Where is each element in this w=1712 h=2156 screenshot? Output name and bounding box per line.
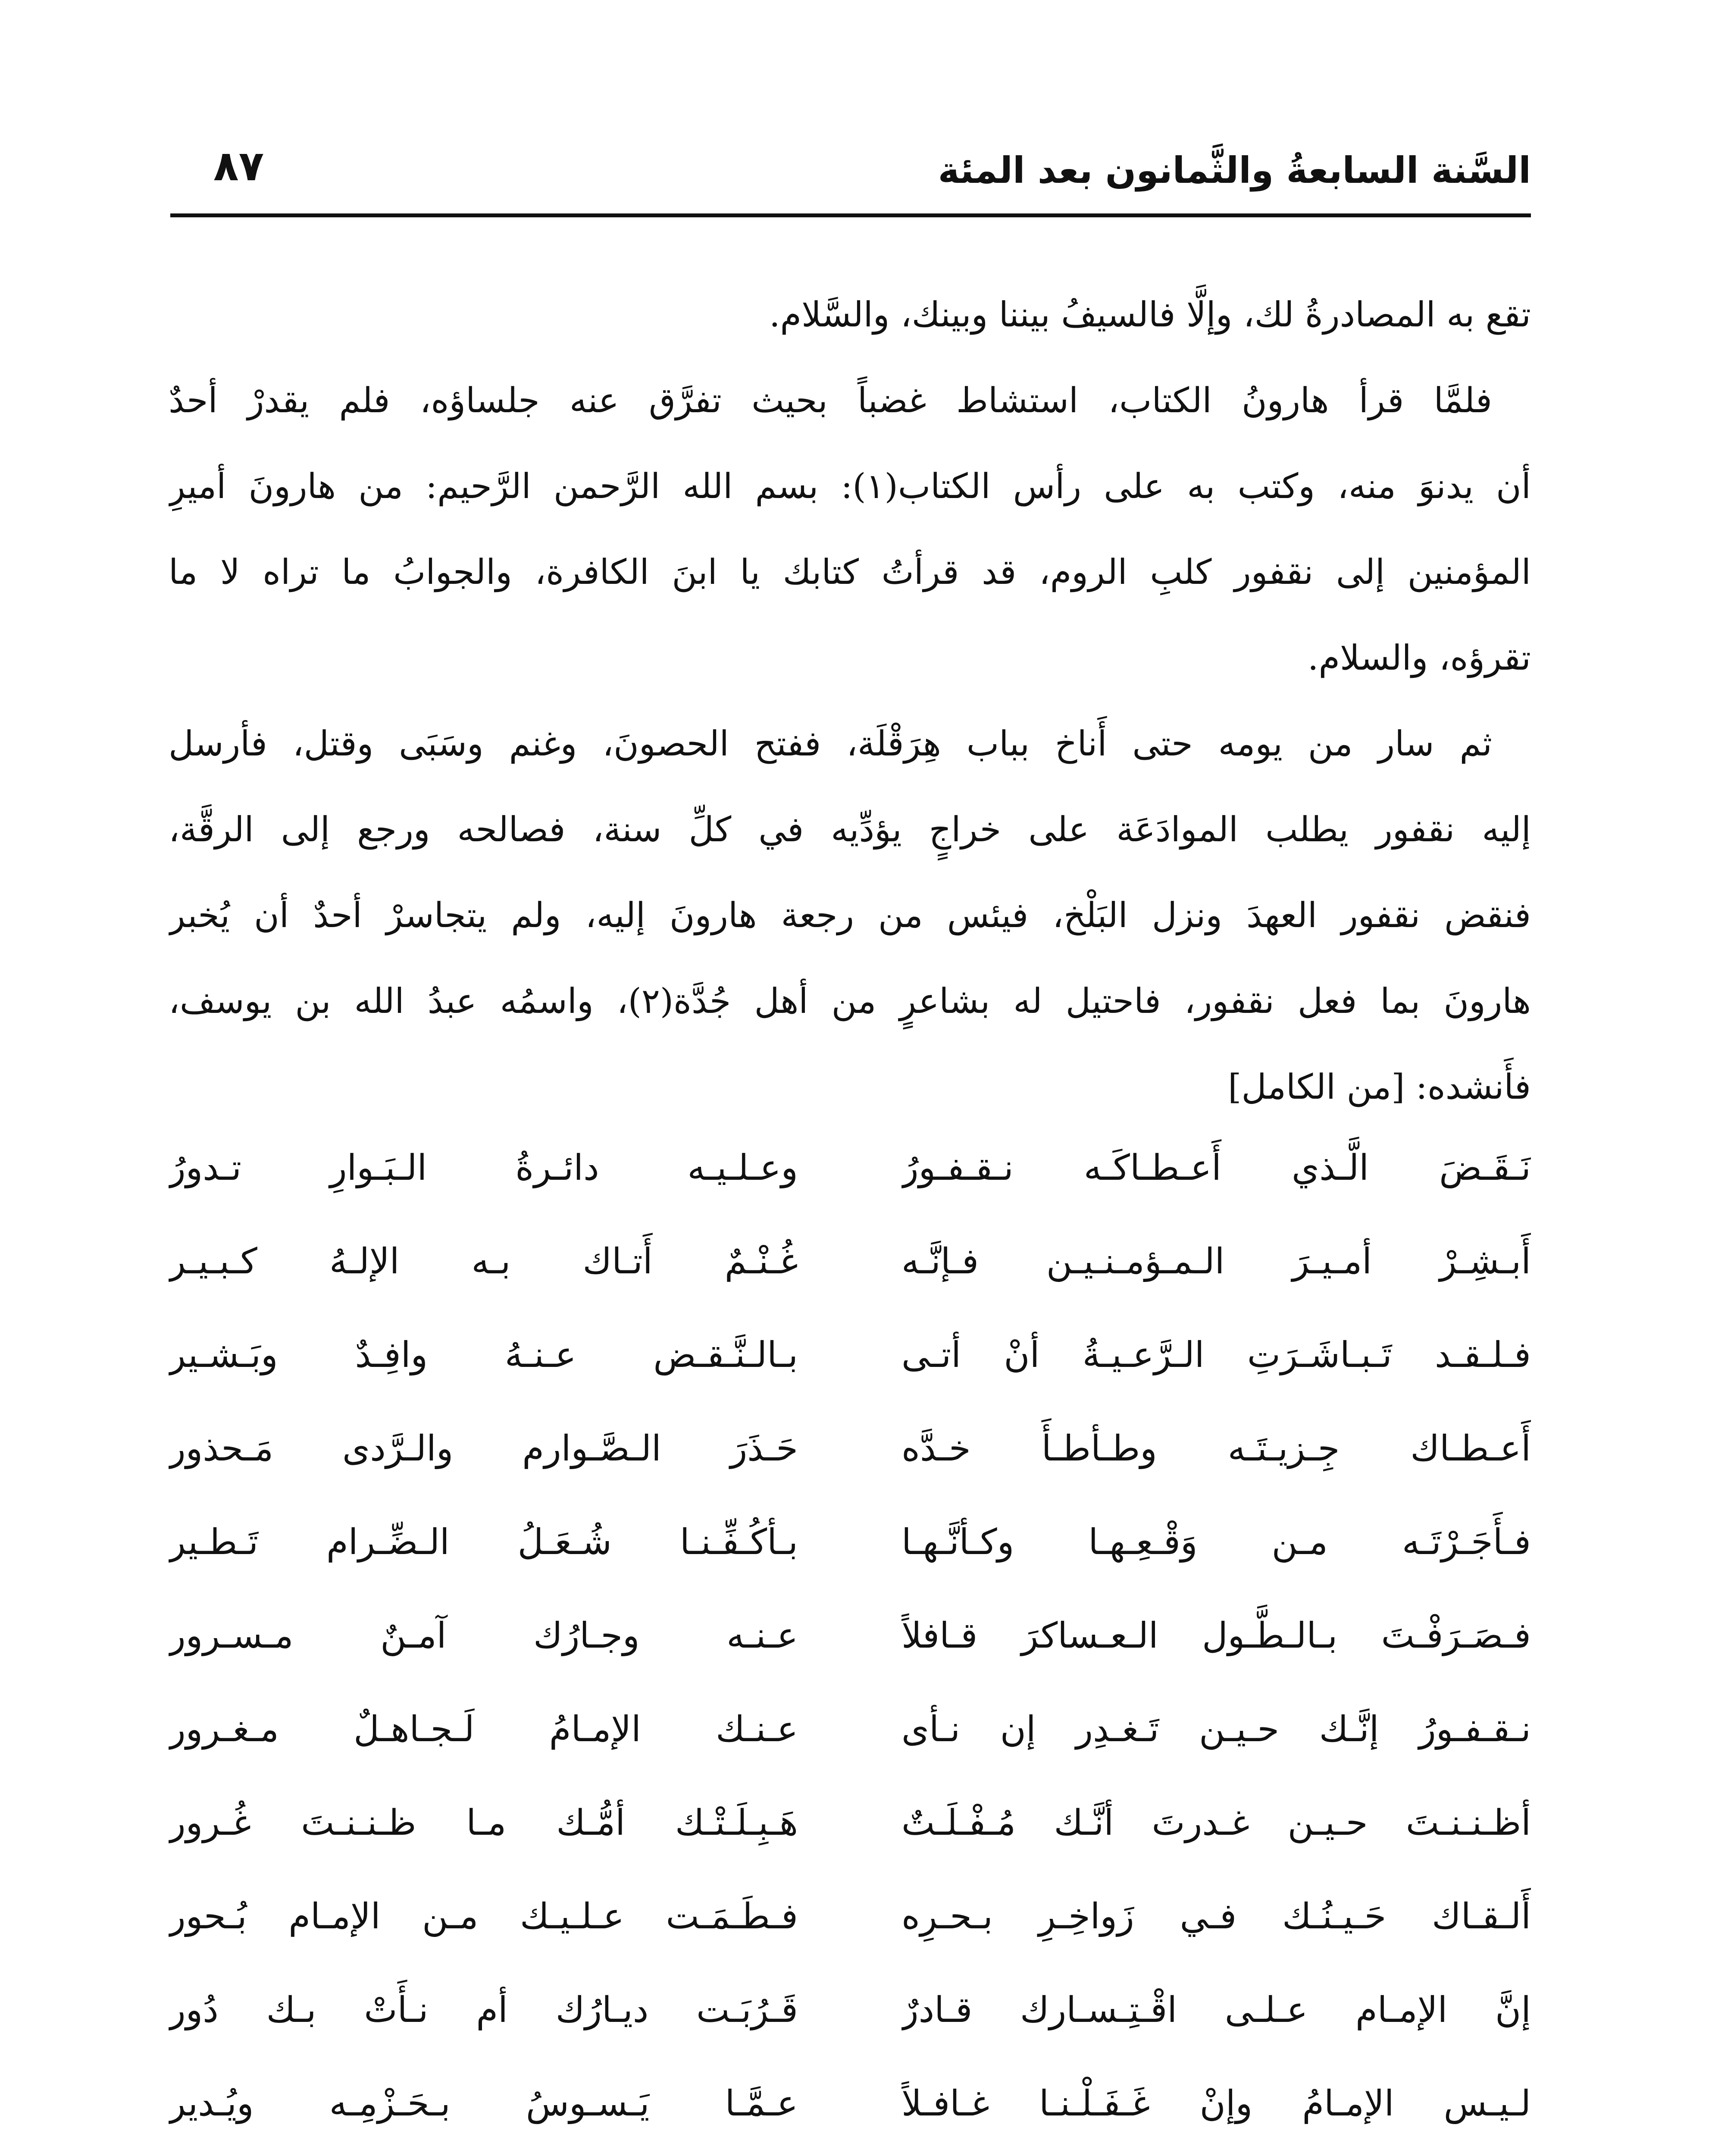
verse-second-hemistich: غُـنْـمٌ أَتـاك بـه الإلـهُ كـبـيـر (169, 1241, 798, 1282)
verse-second-hemistich: بـأكُـفِّـنـا شُـعَـلُ الـضِّـرام تَـطـير (169, 1522, 798, 1563)
verse-first-hemistich: أَعـطـاك جِـزيـتَـه وطـأطـأَ خـدَّه (901, 1428, 1531, 1469)
verse-first-hemistich: أَلـقـاك حَـيـنُـك فـي زَواخِـرِ بـحـرِه (901, 1896, 1531, 1937)
poem-verse (169, 1121, 1531, 1215)
text-line: إليه نقفور يطلب الموادَعَة على خراجٍ يؤدِّيه في كلِّ سنة، فصالحه ورجع إلى الرقَّة، (169, 809, 1531, 849)
poem-verse (169, 1495, 1531, 1589)
verse-first-hemistich: فـأَجَـرْتَـه مـن وَقْـعِـهـا وكـأنَّـهـا (901, 1522, 1531, 1563)
poem-verse (169, 1776, 1531, 1870)
poem-verse (169, 1589, 1531, 1683)
text-line: أن يدنوَ منه، وكتب به على رأس الكتاب(١): بسم الله الرَّحمن الرَّحيم: من هارونَ أميرِ (169, 466, 1531, 506)
running-header (170, 142, 1531, 207)
text-line: فنقض نقفور العهدَ ونزل البَلْخ، فيئس من رجعة هارونَ إليه، ولم يتجاسرْ أحدٌ أن يُخبر (169, 895, 1531, 935)
text-line: تقرؤه، والسلام. (1308, 638, 1531, 678)
verse-second-hemistich: عـمَّـا يَـسـوسُ بـحَـزْمِـه ويُـدير (169, 2083, 798, 2124)
verse-second-hemistich: حَـذَرَ الـصَّـوارم والـرَّدى مَـحذور (169, 1428, 798, 1469)
text-line: المؤمنين إلى نقفور كلبِ الروم، قد قرأتُ كتابك يا ابنَ الكافرة، والجوابُ ما تراه لا ما (169, 552, 1531, 592)
verse-second-hemistich: عـنـك الإمـامُ لَـجـاهـلٌ مـغـرور (169, 1709, 798, 1750)
poem-verse (169, 2057, 1531, 2150)
body-text (169, 272, 1531, 1130)
page-number: ٨٧ (213, 142, 264, 190)
verse-first-hemistich: أظـنـنـتَ حـيـن غـدرتَ أنَّـك مُـفْـلَـتٌ (901, 1802, 1531, 1843)
running-title: السَّنة السابعةُ والثَّمانون بعد المئة (938, 149, 1531, 191)
verse-first-hemistich: لـيـس الإمـامُ وإنْ غَـفَـلْـنـا غـافـلاً (901, 2083, 1531, 2124)
verse-second-hemistich: وعـلـيـه دائـرةُ الـبَـوارِ تـدورُ (169, 1147, 798, 1188)
poem-verse (169, 1402, 1531, 1495)
verse-first-hemistich: نـقـفـورُ إنَّـك حـيـن تَـغـدِر إن نـأى (901, 1709, 1531, 1750)
poem-verse (169, 1963, 1531, 2057)
verse-second-hemistich: بـالـنَّـقـض عـنـهُ وافِـدٌ وبَـشـير (169, 1335, 798, 1376)
text-line: ثم سار من يومه حتى أَناخ بباب هِرَقْلَة، ففتح الحصونَ، وغنم وسَبَى وقتل، فأرسل (169, 724, 1492, 764)
text-line: تقع به المصادرةُ لك، وإلَّا فالسيفُ بيننا وبينك، والسَّلام. (769, 295, 1531, 335)
verse-first-hemistich: أَبـشِـرْ أمـيـرَ الـمـؤمـنـيـن فـإنَّـه (901, 1241, 1531, 1282)
poem-verse (169, 1870, 1531, 1963)
poem-verse (169, 1683, 1531, 1776)
verse-second-hemistich: هَـبِـلَـتْـك أمُّـك مـا ظـنـنـتَ غُـرور (169, 1802, 798, 1843)
poem-verse (169, 1215, 1531, 1308)
text-line: فلمَّا قرأ هارونُ الكتاب، استشاط غضباً بحيث تفرَّق عنه جلساؤه، فلم يقدرْ أحدٌ (169, 380, 1492, 420)
verse-first-hemistich: إنَّ الإمـام عـلـى اقْـتِـسـارك قـادرٌ (901, 1990, 1531, 2031)
verse-first-hemistich: فـلـقـد تَـبـاشَـرَتِ الـرَّعـيـةُ أنْ أتـى (901, 1335, 1531, 1376)
verse-second-hemistich: فـطَـمَـت عـلـيـك مـن الإمـام بُـحور (169, 1896, 798, 1937)
verse-first-hemistich: فـصَـرَفْـتَ بـالـطَّـول الـعـساكرَ قـافلاً (901, 1615, 1531, 1656)
header-rule (170, 213, 1531, 217)
poem-verse (169, 1308, 1531, 1402)
text-line: هارونَ بما فعل نقفور، فاحتيل له بشاعرٍ من أهل جُدَّة(٢)، واسمُه عبدُ الله بن يوسف، (169, 981, 1531, 1021)
verse-second-hemistich: قَـرُبَـت ديـارُك أم نـأَتْ بـك دُور (169, 1990, 798, 2031)
verse-first-hemistich: نَـقَـضَ الَّـذي أَعـطـاكَـه نـقـفـورُ (901, 1147, 1531, 1188)
text-line: فأَنشده: [من الكامل] (1228, 1067, 1531, 1107)
poem (169, 1121, 1531, 2150)
verse-second-hemistich: عـنـه وجـارُك آمـنٌ مـسـرور (169, 1615, 798, 1656)
